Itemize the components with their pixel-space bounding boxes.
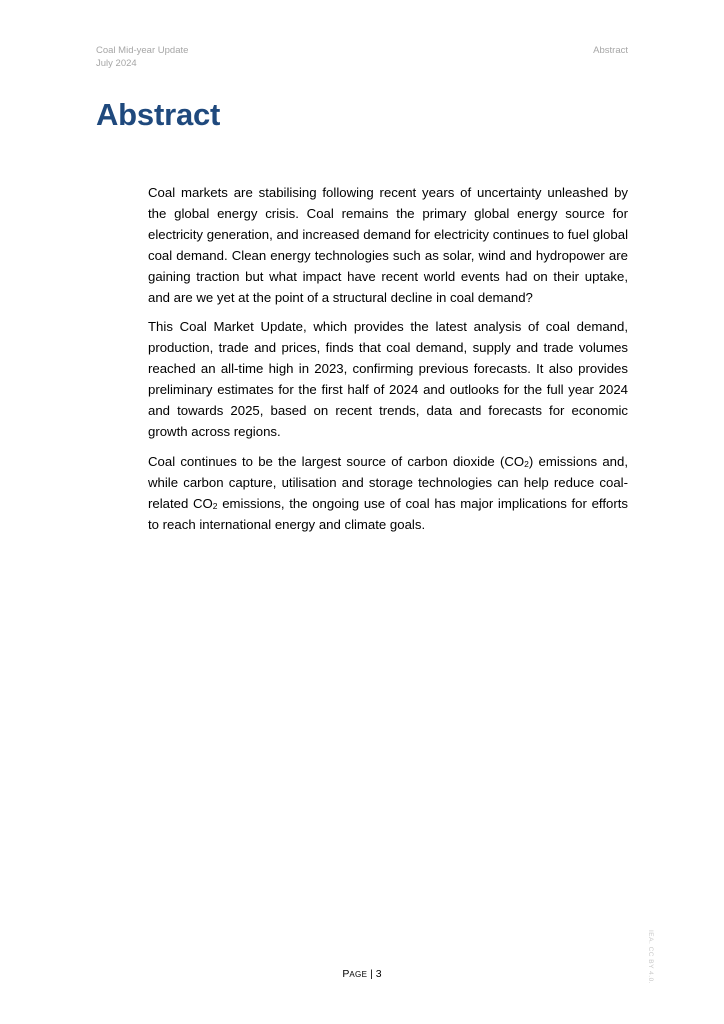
paragraph-3-part-a: Coal continues to be the largest source of carbon dioxide (CO [148, 453, 525, 469]
page-title: Abstract [96, 97, 221, 132]
license-text: IEA. CC BY 4.0. [647, 930, 654, 984]
paragraph-3-part-c: emissions, the ongoing use of coal has major implications for efforts to reach international energy and climate goals. [148, 495, 628, 532]
page-footer [0, 968, 724, 980]
page-number: 3 [375, 968, 382, 980]
section-name: Abstract [593, 45, 628, 56]
header-right [593, 44, 628, 57]
co2-subscript: 2 [212, 500, 218, 511]
abstract-body [148, 183, 628, 545]
header-left [96, 44, 188, 70]
report-date: July 2024 [96, 58, 137, 69]
paragraph-3 [148, 452, 628, 536]
paragraph-3-part-b: ) emissions and, while carbon capture, utilisation and storage technologies can help reduce coal-related CO [148, 453, 629, 511]
report-title: Coal Mid-year Update [96, 45, 189, 56]
paragraph-2: This Coal Market Update, which provides the latest analysis of coal demand, production, trade and prices, finds that coal demand, supply and trade volumes reached an all-time high in 2023, confirming previous forecasts. It also provides preliminary estimates for the first half of 2024 and outlooks for the full year 2024 and towards 2025, based on recent trends, data and forecasts for economic growth across regions. [148, 319, 628, 439]
page-separator: | [367, 968, 376, 980]
page-label-rest: AGE [349, 970, 368, 979]
page-label-initial: P [342, 968, 350, 980]
paragraph-1: Coal markets are stabilising following recent years of uncertainty unleashed by the global energy crisis. Coal remains the primary global energy source for electricity generation, and increased demand for electricity continues to fuel global coal demand. Clean energy technologies such as solar, wind and hydropower are gaining traction but what impact have recent world events had on their uptake, and are we yet at the point of a structural decline in coal demand? [148, 185, 628, 305]
co2-subscript: 2 [524, 458, 529, 469]
license-note [642, 930, 656, 984]
